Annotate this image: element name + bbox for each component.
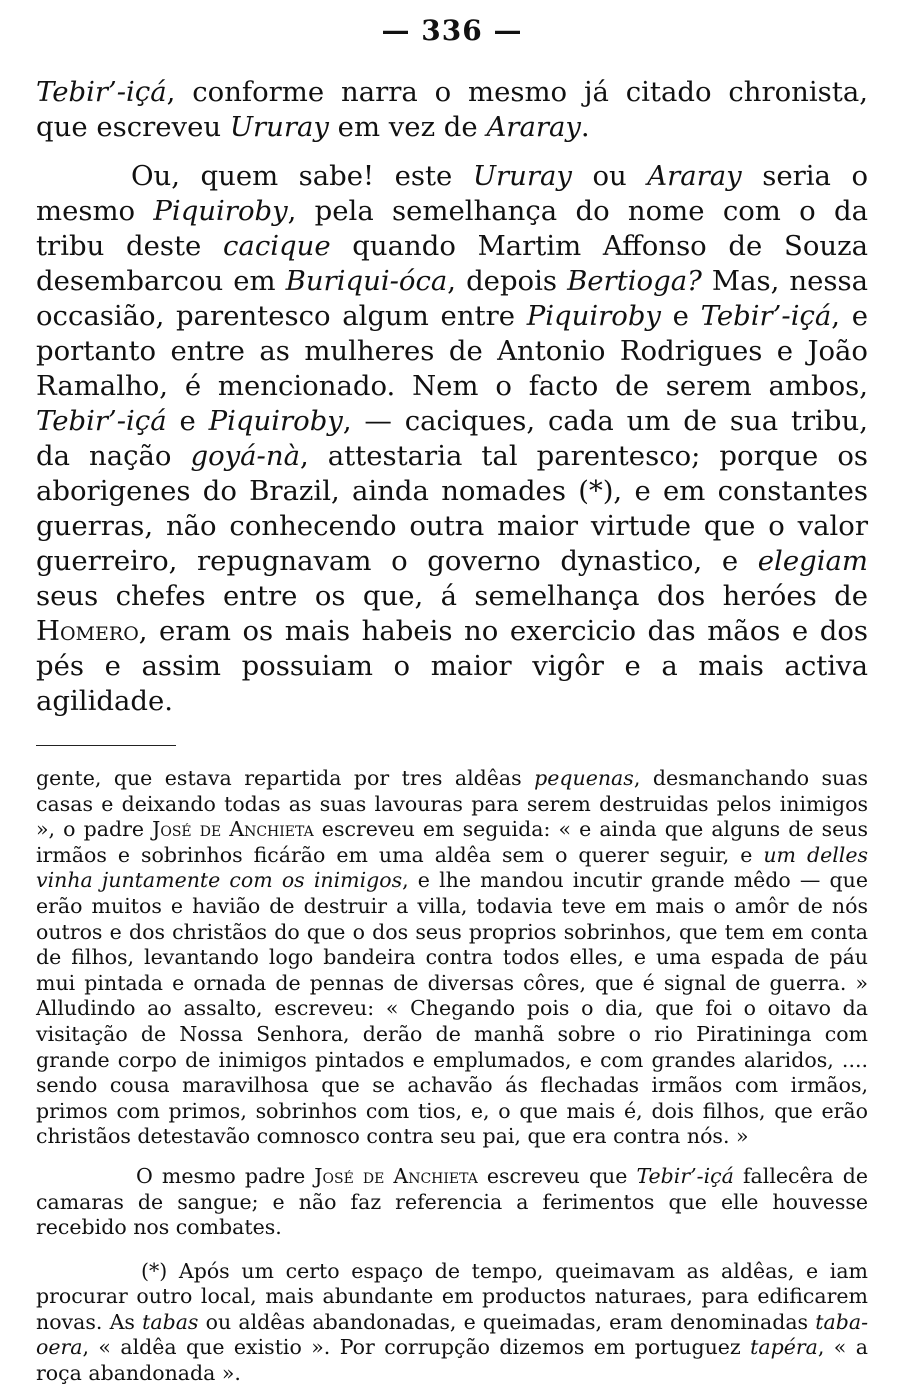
main-text [36,75,868,719]
italic-term: Buriqui-óca [285,265,448,297]
small-caps-name: José de Anchieta [314,1163,478,1188]
italic-term: taba-oera [36,1309,868,1360]
italic-term: Ururay [472,160,572,192]
italic-term: Piquiroby [153,195,288,227]
italic-term: Araray [647,160,742,192]
italic-term: Tebir’-içá [36,76,167,108]
italic-term: Tebir’-içá [700,300,832,332]
small-caps-name: José de Anchieta [152,817,314,842]
italic-term: Ururay [229,111,329,143]
italic-term: tapéra [750,1335,818,1360]
italic-term: um delles vinha juntamente com os inimigos [36,842,868,893]
footnote-anchieta: O mesmo padre José de Anchieta escreveu que Tebir’-içá fallecêra de camaras de sangue; e não faz referencia a ferimentos que elle houvesse recebido nos combates. [36,1163,868,1240]
italic-term: Tebir’-içá [36,405,167,437]
italic-term: cacique [223,230,331,262]
footnote-rule [36,745,176,746]
paragraph-2: Ou, quem sabe! este Ururay ou Araray seria o mesmo Piquiroby, pela semelhança do nome com o da tribu deste cacique quando Martim Affonso de Souza desembarcou em Buriqui-óca, depois Bertioga? Mas, nessa occasião, parentesco algum entre Piquiroby e Tebir’-içá, e portanto entre as mulheres de Antonio Rodrigues e João Ramalho, é mencionado. Nem o facto de serem ambos, Tebir’-içá e Piquiroby, — caciques, cada um de sua tribu, da nação goyá-nà, attestaria tal parentesco; porque os aborigenes do Brazil, ainda nomades (*), e em constantes guerras, não conhecendo outra maior virtude que o valor guerreiro, repugnavam o governo dynastico, e elegiam seus chefes entre os que, á semelhança dos heróes de Homero, eram os mais habeis no exercicio das mãos e dos pés e assim possuiam o maior vigôr e a mais activa agilidade. [36,160,869,717]
italic-term: Araray [486,111,581,143]
italic-term: Piquiroby [208,405,343,437]
italic-term: elegiam [757,545,868,577]
italic-term: Tebir’-içá [636,1163,734,1188]
small-caps-name: Homero [36,615,139,647]
italic-term: pequenas [534,766,634,790]
footnotes [36,766,868,1387]
footnote-asterisk: (*) Após um certo espaço de tempo, queimavam as aldêas, e iam procurar outro local, mais abundante em productos naturaes, para edificarem novas. As tabas ou aldêas abandonadas, e queimadas, eram denominadas taba-oera, « aldêa que existio ». Por corrupção dizemos em portuguez tapéra, « a roça abandonada ». [36,1258,868,1386]
paragraph-1: Tebir’-içá, conforme narra o mesmo já citado chronista, que escreveu Ururay em vez de Araray. [36,76,868,143]
italic-term: Piquiroby [526,300,661,332]
italic-term: tabas [142,1309,199,1334]
italic-term: goyá-nà [190,440,300,472]
footnote-continuation: gente, que estava repartida por tres aldêas pequenas, desmanchando suas casas e deixando todas as suas lavouras para serem destruidas pelos inimigos », o padre José de Anchieta escreveu em seguida: « e ainda que alguns de seus irmãos e sobrinhos ficárão em uma aldêa sem o querer seguir, e um delles vinha juntamente com os inimigos, e lhe mandou incutir grande mêdo — que erão muitos e havião de destruir a villa, todavia teve em mais o amôr de nós outros e dos christãos do que o dos seus proprios sobrinhos, que tem em conta de filhos, levantando logo bandeira contra todos elles, e uma espada de páu mui pintada e ornada de pennas de diversas côres, que é signal de guerra. » Alludindo ao assalto, escreveu: « Chegando pois o dia, que foi o oitavo da visitação de Nossa Senhora, derão de manhã sobre o rio Piratininga com grande corpo de inimigos pintados e emplumados, e com grandes alaridos, .... sendo cousa maravilhosa que se achavão ás flechadas irmãos com irmãos, primos com primos, sobrinhos com tios, e, o que mais é, dois filhos, que erão christãos detestavão comnosco contra seu pai, que era contra nós. » [36,766,868,1149]
book-page [36,14,868,1387]
page-number: — 336 — [381,14,523,47]
italic-term: Bertioga? [567,265,702,297]
